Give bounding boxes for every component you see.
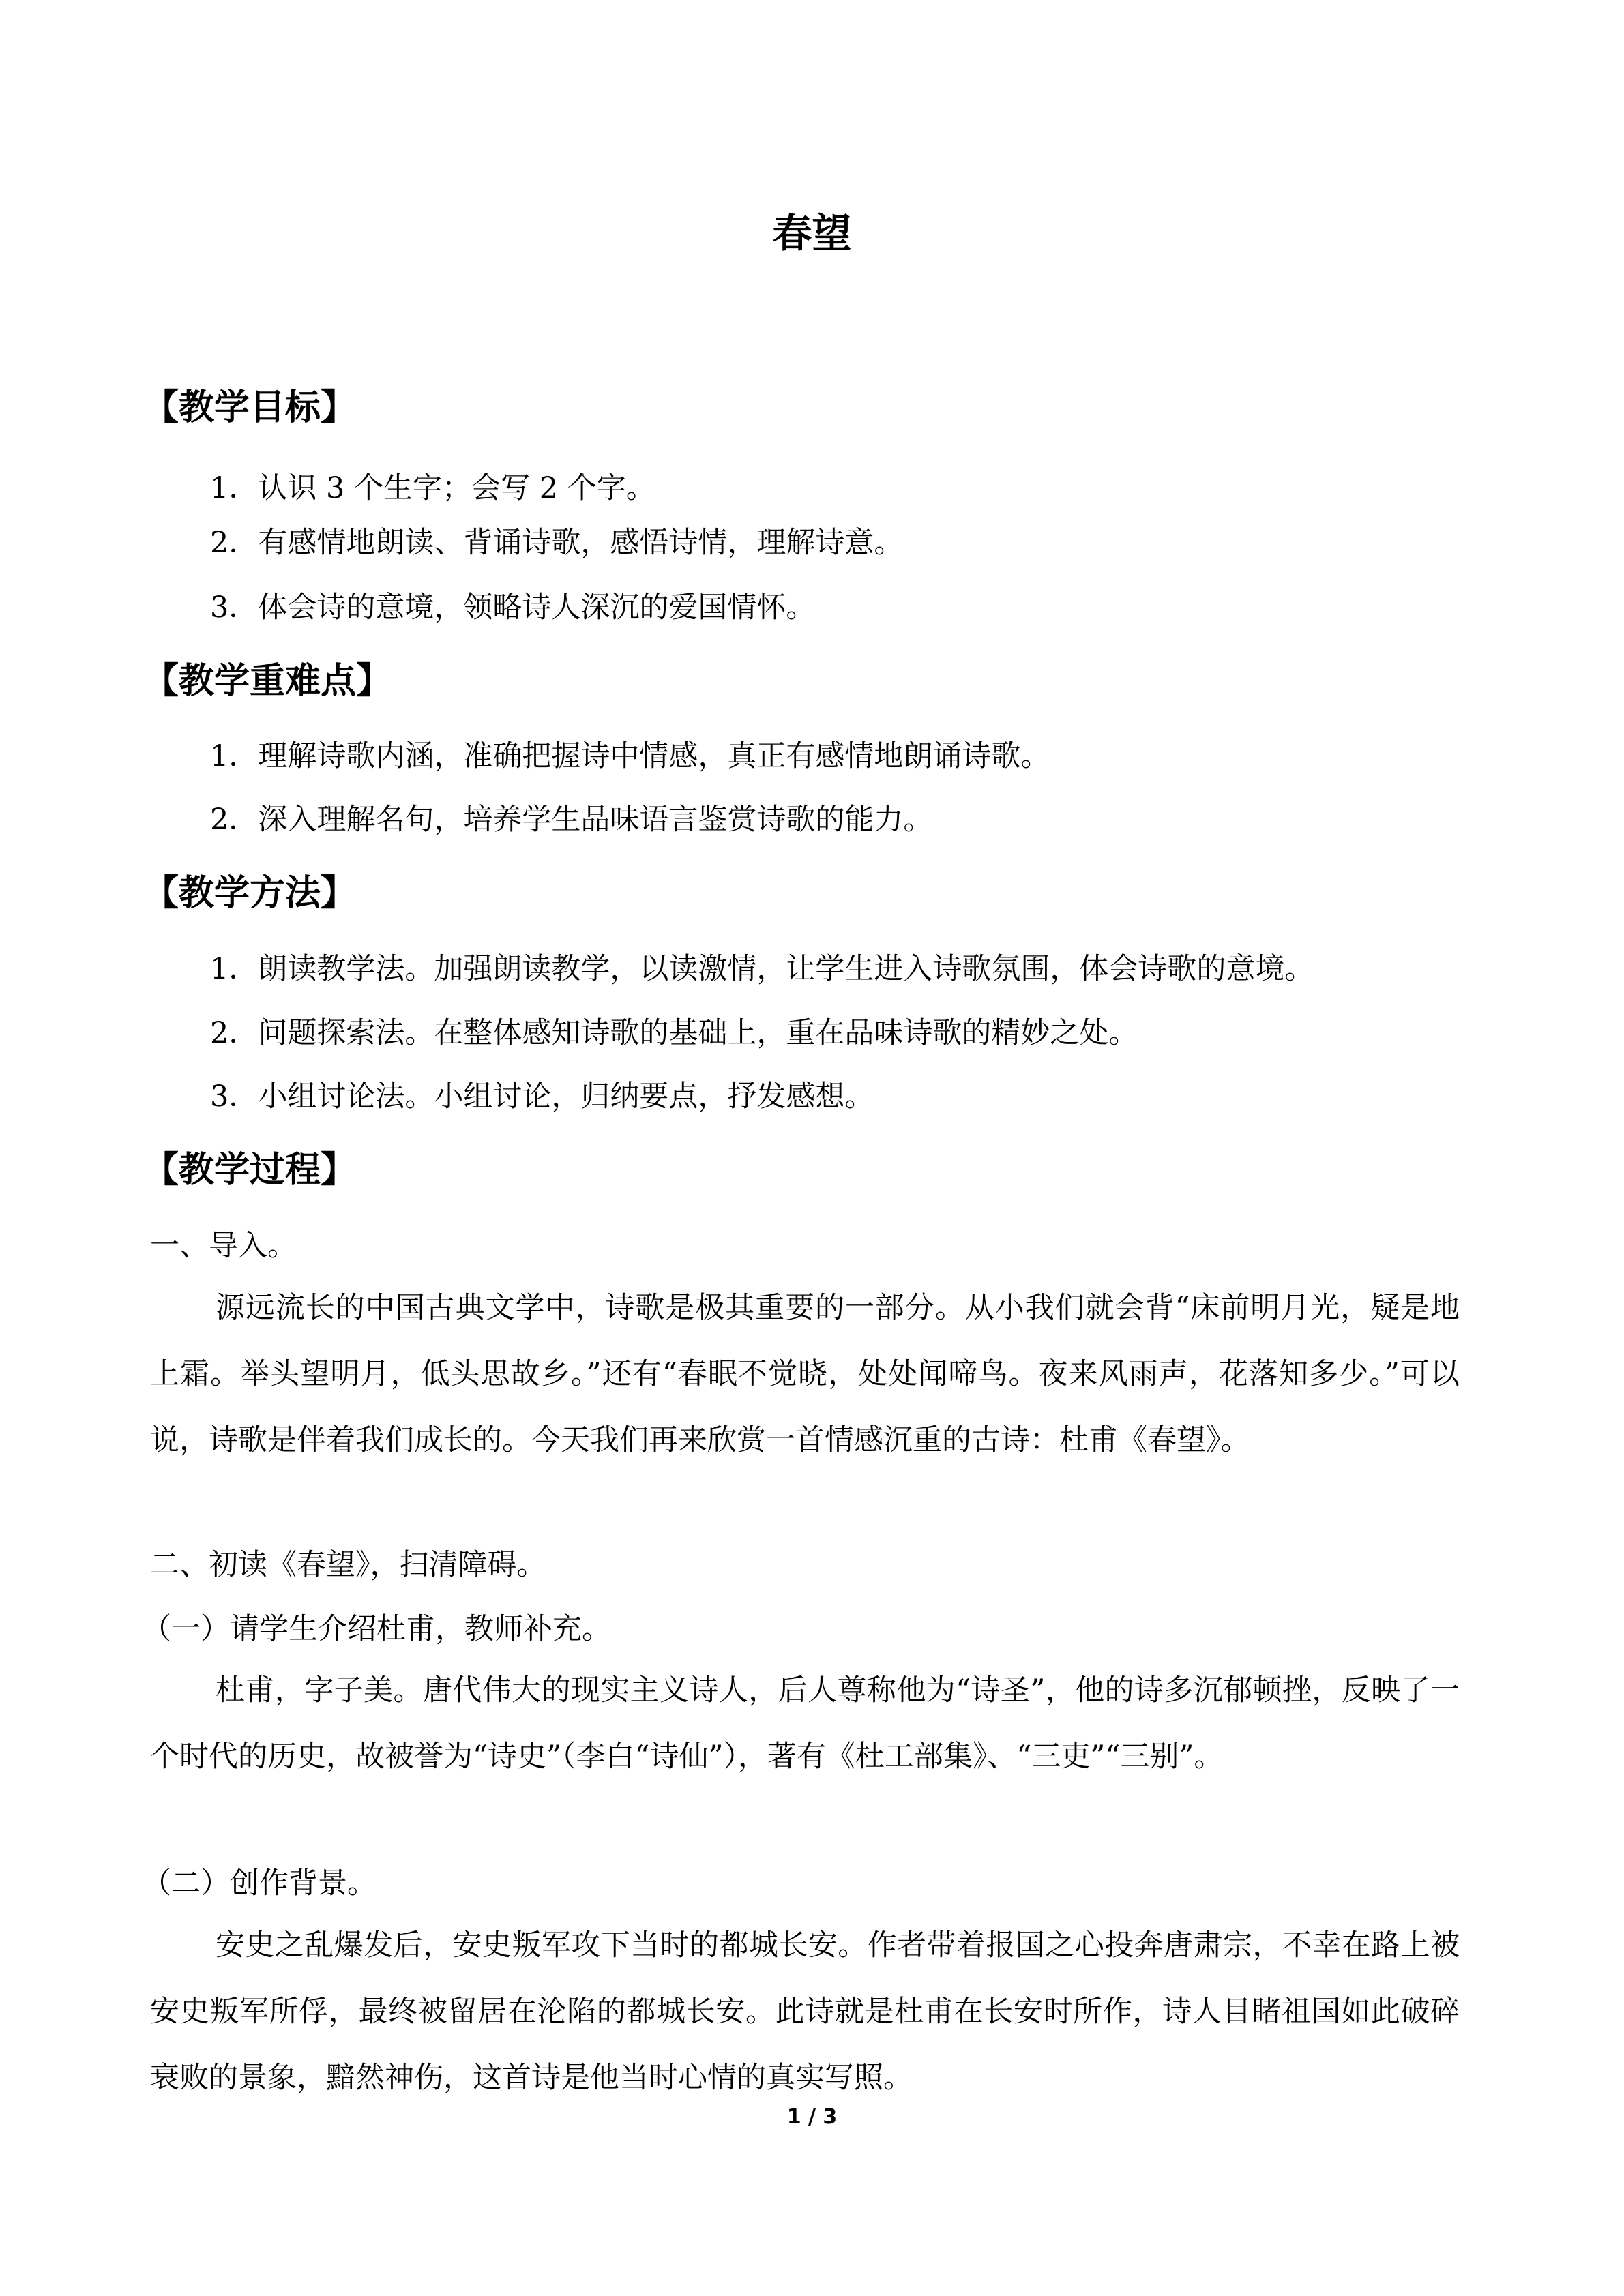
goal-item-1: 1．认识 3 个生字；会写 2 个字。 [210,471,655,505]
process-step-read: 二、初读《春望》，扫清障碍。 [150,1548,546,1582]
intro-paragraph: 源远流长的中国古典文学中，诗歌是极其重要的一部分。从小我们就会背“床前明月光，疑是地上霜。举头望明月，低头思故乡。”还有“春眠不觉晓，处处闻啼鸟。夜来风雨声，花落知多少。”可以说，诗歌是伴着我们成长的。今天我们再来欣赏一首情感沉重的古诗：杜甫《春望》。 [150,1291,1460,1457]
method-item-3: 3．小组讨论法。小组讨论，归纳要点，抒发感想。 [210,1079,874,1114]
section-heading-methods: 【教学方法】 [143,873,357,914]
section-heading-keypoints: 【教学重难点】 [143,661,392,702]
process-step-intro: 一、导入。 [150,1229,297,1263]
author-paragraph: 杜甫，字子美。唐代伟大的现实主义诗人，后人尊称他为“诗圣”，他的诗多沉郁顿挫，反映了一个时代的历史，故被誉为“诗史”（李白“诗仙”），著有《杜工部集》、“三吏”“三别”。 [150,1673,1460,1774]
method-item-2: 2．问题探索法。在整体感知诗歌的基础上，重在品味诗歌的精妙之处。 [210,1016,1138,1050]
goal-item-2: 2．有感情地朗读、背诵诗歌，感悟诗情，理解诗意。 [210,526,904,560]
background-paragraph: 安史之乱爆发后，安史叛军攻下当时的都城长安。作者带着报国之心投奔唐肃宗，不幸在路上被安史叛军所俘，最终被留居在沦陷的都城长安。此诗就是杜甫在长安时所作，诗人目睹祖国如此破碎衰败的景象，黯然神伤，这首诗是他当时心情的真实写照。 [150,1928,1460,2095]
keypoint-item-1: 1．理解诗歌内涵，准确把握诗中情感，真正有感情地朗诵诗歌。 [210,739,1050,773]
sub-step-author: （一）请学生介绍杜甫，教师补充。 [142,1612,611,1646]
section-heading-process: 【教学过程】 [143,1150,357,1191]
goal-item-3: 3．体会诗的意境，领略诗人深沉的爱国情怀。 [210,591,816,625]
page-title: 春望 [772,210,852,256]
sub-step-background: （二）创作背景。 [142,1866,377,1900]
keypoint-item-2: 2．深入理解名句，培养学生品味语言鉴赏诗歌的能力。 [210,803,933,837]
method-item-1: 1．朗读教学法。加强朗读教学，以读激情，让学生进入诗歌氛围，体会诗歌的意境。 [210,952,1314,986]
section-heading-goals: 【教学目标】 [143,387,357,428]
page-number: 1 / 3 [786,2105,838,2129]
